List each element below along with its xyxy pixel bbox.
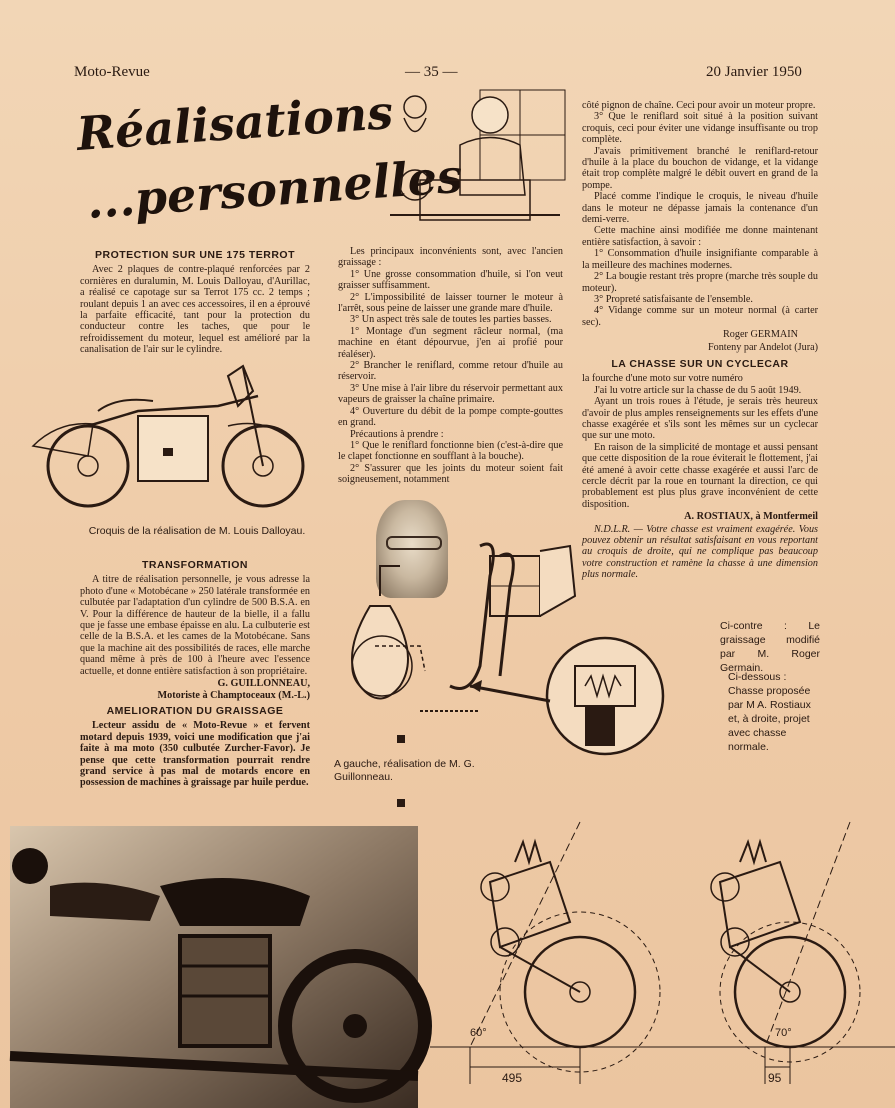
- paragraph-vidange: 4° Vidange comme sur un moteur normal (à carter sec).: [582, 305, 818, 328]
- angle-70: 70°: [775, 1027, 792, 1039]
- paragraph-ndlr: N.D.L.R. — Votre chasse est vraiment exagérée. Vous pouvez obtenir un résultat satisfaisant en vous reportant au croquis de droite, qui ne complique pas beaucoup votre construction et ramène la chasse à une dimension plus normale.: [582, 523, 818, 581]
- angle-60: 60°: [470, 1027, 487, 1039]
- signature-guillonneau-place: Motoriste à Champtoceaux (M.-L.): [157, 690, 310, 702]
- paragraph-pignon: côté pignon de chaîne. Ceci pour avoir un moteur propre.: [582, 100, 816, 111]
- heading-protection: PROTECTION SUR UNE 175 TERROT: [94, 249, 296, 261]
- paragraph-reniflard: 1° Que le reniflard fonctionne bien (c'est-à-dire que le clapet fonctionne en soufflant à la bouche).: [338, 439, 563, 463]
- caption-dalloyau: Croquis de la réalisation de M. Louis Dalloyau.: [88, 525, 306, 537]
- column-1-lower: [80, 556, 310, 789]
- paragraph-ouverture: 4° Ouverture du débit de la pompe compte-gouttes en grand.: [338, 405, 563, 429]
- list-item-1: 1° Une grosse consommation d'huile, si l'on veut graisser suffisamment.: [338, 268, 563, 292]
- paragraph-transformation: A titre de réalisation personnelle, je vous adresse la photo d'une « Motobécane » 250 latérale transformée en culbutée par l'adaptation d'un cylindre de 500 B.S.A. en V. Pour la différence de hauteur de la bielle, il a fallu que je fasse une embase épaisse en alu. La culbuterie est celle de la B.S.A. et les cames de la Motobécane. Sans que la machine ait des possibilités de races, elle marche quand même à près de 100 à l'heure avec l'essence actuelle, et donne entière satisfaction à son propriétaire.: [80, 574, 310, 677]
- paragraph-article: J'ai lu votre article sur la chasse de du 5 août 1949.: [594, 384, 802, 396]
- paragraph-graissage: Lecteur assidu de « Moto-Revue » et fervent motard depuis 1939, voici une modification que j'ai faite à ma moto (350 culbutée Zurcher-Favor). Je pense que cette transformation pourrait rendre grand service à pas mal de motards encore en possession de machines à graissage par huile perdue.: [80, 720, 310, 789]
- caption-guillonneau: A gauche, réalisation de M. G. Guillonneau.: [334, 758, 475, 783]
- paragraph-primitivement: J'avais primitivement branché le reniflard-retour d'huile à la place du bouchon de vidange, et la vidange était trop complète malgré le débit ouvert en grand de la pompe.: [582, 145, 818, 191]
- signature-germain-place: Fonteny par Andelot (Jura): [707, 341, 818, 353]
- list-item-3: 3° Un aspect très sale de toutes les parties basses.: [350, 314, 552, 326]
- paragraph-montage: 1° Montage d'un segment râcleur normal, (ma machine en étant dépourvue, j'en ai profié pour réaléser).: [338, 325, 563, 360]
- signature-rostiaux: A. ROSTIAUX, à Montfermeil: [684, 511, 818, 523]
- paragraph-position: 3° Que le reniflard soit situé à la position suivant croquis, ceci pour éviter une vidange insuffisante ou trop complète.: [582, 111, 818, 146]
- caption-rostiaux: Ci-dessous : Chasse proposée par M A. Rostiaux et, à droite, projet avec chasse normale.: [728, 671, 811, 753]
- caption-germain: Ci-contre : Le graissage modifié par M. Roger Germain.: [720, 620, 820, 674]
- paragraph-simplicite: En raison de la simplicité de montage et aussi pensant que cette disposition de la roue éviterait le flottement, j'ai été amené à avoir cette chasse exagérée et aussi l'arc de cercle décrit par la roue en tournant la direction, ce qui probablement est plus plus grave inconvénient de cette disposition.: [582, 441, 818, 510]
- paragraph-fourche: la fourche d'une moto sur votre numéro: [582, 373, 743, 385]
- paragraph-trois-roues: Ayant un trois roues à l'étude, je serais très heureux d'avoir de plus amples renseignements sur les effets d'une chasse exagérée et s'ils sont les mêmes sur un cyclecar que sur une moto.: [582, 396, 818, 442]
- heading-cyclecar: LA CHASSE SUR UN CYCLECAR: [611, 357, 789, 370]
- terrot-motorcycle-sketch: [28, 356, 318, 516]
- header-magazine-name: Moto-Revue: [74, 64, 150, 80]
- list-item-2: 2° L'impossibilité de laisser tourner le moteur à l'arrêt, sous peine de laisser une grande mare d'huile.: [338, 291, 563, 315]
- signature-guillonneau-name: G. GUILLONNEAU,: [217, 678, 310, 690]
- header-date: 20 Janvier 1950: [706, 64, 802, 80]
- paragraph-protection: Avec 2 plaques de contre-plaqué renforcées par 2 cornières en duralumin, M. Louis Dalloyau, d'Aurillac, a réalisé ce capotage sur sa Terrot 175 cc. 2 temps ; roulant depuis 1 an avec ces accessoires, il en a éprouvé la parfaite efficacité, tant pour la protection du conducteur contre les taches, que pour le refroidissement du moteur, lequel est amélioré par la canalisation de l'air sur le cylindre.: [80, 264, 310, 356]
- title-line-1: Réalisations: [75, 85, 395, 161]
- paragraph-mise-air: 3° Une mise à l'air libre du réservoir permettant aux vapeurs de graisser la chaîne primaire.: [338, 382, 563, 406]
- mechanic-illustration: [360, 85, 570, 235]
- bullet-square: [397, 735, 405, 743]
- paragraph-inconvenients: Les principaux inconvénients sont, avec l'ancien graissage :: [338, 246, 563, 269]
- dimension-95: 95: [768, 1071, 782, 1085]
- title-script: [75, 85, 465, 240]
- column-1: [80, 246, 310, 356]
- title-line-2: ...personnelles: [85, 148, 465, 229]
- bullet-square: [397, 799, 405, 807]
- heading-transformation: TRANSFORMATION: [142, 559, 248, 571]
- lubrication-diagram: [330, 536, 690, 750]
- paragraph-brancher: 2° Brancher le reniflard, comme retour d'huile au réservoir.: [338, 360, 563, 383]
- dimension-495: 495: [502, 1071, 523, 1085]
- paragraph-bougie: 2° La bougie restant très propre (marche très souple du moteur).: [582, 271, 818, 294]
- column-3: [582, 100, 818, 581]
- paragraph-precautions: Précautions à prendre :: [350, 428, 444, 440]
- paragraph-joints: 2° S'assurer que les joints du moteur soient fait soigneusement, notamment: [338, 462, 563, 486]
- header-page-number: — 35 —: [405, 64, 458, 80]
- signature-germain-name: Roger GERMAIN: [723, 329, 798, 341]
- column-2: [338, 246, 563, 486]
- paragraph-place: Placé comme l'indique le croquis, le niveau d'huile dans le moteur ne dépasse jamais la contenance d'un demi-verre.: [582, 191, 818, 226]
- paragraph-consommation: 1° Consommation d'huile insignifiante comparable à la meilleure des machines modernes.: [582, 248, 818, 271]
- heading-graissage: AMELIORATION DU GRAISSAGE: [106, 704, 284, 717]
- motobecane-photo: [10, 826, 418, 1108]
- steering-geometry-diagrams: [430, 822, 895, 1108]
- paragraph-satisfaction: Cette machine ainsi modifiée me donne maintenant entière satisfaction, à savoir :: [582, 225, 818, 248]
- paragraph-proprete: 3° Propreté satisfaisante de l'ensemble.: [594, 293, 753, 305]
